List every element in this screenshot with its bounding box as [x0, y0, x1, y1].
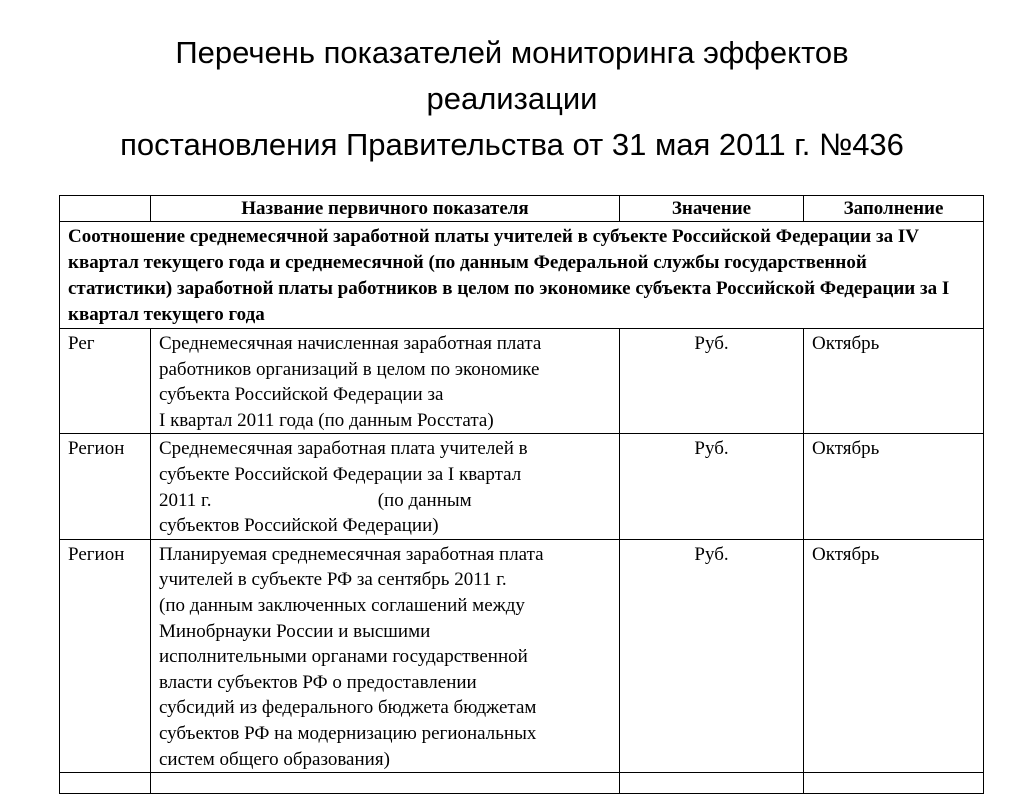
row-fill: Октябрь [804, 329, 984, 434]
row-value: Руб. [620, 434, 804, 539]
header-level [60, 196, 151, 222]
name-line: Минобрнауки России и высшими [159, 620, 431, 642]
name-line: систем общего образования) [159, 748, 390, 770]
header-indicator-name: Название первичного показателя [151, 196, 620, 222]
slide-title-line-3: постановления Правительства от 31 мая 2011 г. №436 [120, 127, 904, 162]
name-line: (по данным заключенных соглашений между [159, 594, 525, 616]
name-line: Среднемесячная заработная плата учителей в [159, 438, 528, 460]
table-row [60, 539, 984, 772]
indicators-table [59, 195, 984, 794]
name-line: 2011 г. (по данным [159, 489, 472, 511]
group-row [60, 222, 984, 329]
name-line: субсидий из федерального бюджета бюджетам [159, 697, 537, 719]
slide-title [0, 30, 1024, 168]
row-indicator-name [151, 539, 620, 772]
header-fill: Заполнение [804, 196, 984, 222]
name-line: исполнительными органами государственной [159, 646, 528, 668]
row-level: Регион [60, 434, 151, 539]
table-row [60, 434, 984, 539]
name-line: учителей в субъекте РФ за сентябрь 2011 г. [159, 569, 507, 591]
header-value: Значение [620, 196, 804, 222]
cut-off-cell [60, 773, 151, 794]
cut-off-cell [151, 773, 620, 794]
name-line: власти субъектов РФ о предоставлении [159, 671, 477, 693]
row-level: Рег [60, 329, 151, 434]
name-line: Среднемесячная начисленная заработная плата [159, 333, 542, 354]
row-indicator-name [151, 329, 620, 434]
name-line: субъектов РФ на модернизацию региональных [159, 722, 537, 744]
name-line: Планируемая среднемесячная заработная плата [159, 543, 544, 565]
row-fill: Октябрь [804, 539, 984, 772]
table-row-continued [60, 773, 984, 794]
row-value: Руб. [620, 539, 804, 772]
slide-title-line-2: реализации [426, 81, 598, 116]
row-value: Руб. [620, 329, 804, 434]
name-line: субъекта Российской Федерации за [159, 384, 444, 406]
cut-off-cell [620, 773, 804, 794]
cut-off-cell [804, 773, 984, 794]
table-row [60, 329, 984, 434]
name-line: субъектов Российской Федерации) [159, 515, 439, 537]
name-line: I квартал 2011 года (по данным Росстата) [159, 409, 494, 431]
row-fill: Октябрь [804, 434, 984, 539]
row-indicator-name [151, 434, 620, 539]
slide-title-line-1: Перечень показателей мониторинга эффектов [175, 35, 849, 70]
name-line: работников организаций в целом по экономике [159, 358, 540, 380]
row-level: Регион [60, 539, 151, 772]
table-header-row [60, 196, 984, 222]
group-title: Соотношение среднемесячной заработной платы учителей в субъекте Российской Федерации за IV квартал текущего года и среднемесячной (по данным Федеральной службы государственной статистики) заработной платы работников в целом по экономике субъекта Российской Федерации за I квартал текущего года [60, 222, 984, 329]
name-line: субъекте Российской Федерации за I квартал [159, 463, 522, 485]
